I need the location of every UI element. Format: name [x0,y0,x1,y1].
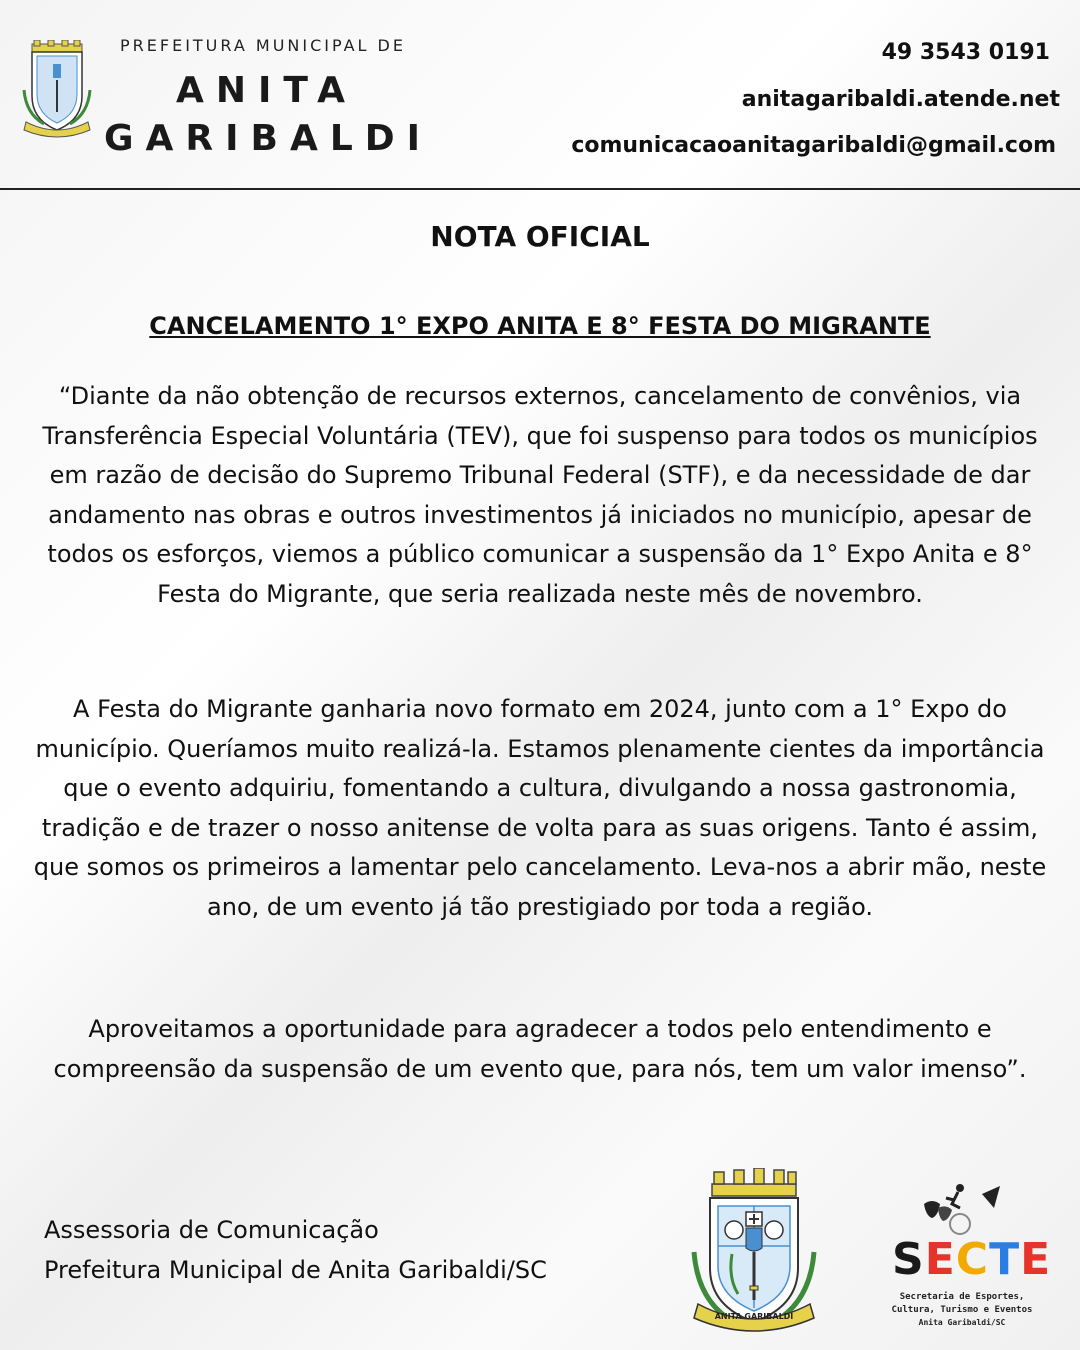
prefeitura-label: PREFEITURA MUNICIPAL DE [120,36,406,55]
secte-caption-line1: Secretaria de Esportes, [899,1292,1025,1302]
municipal-coat-of-arms-icon [688,1168,820,1334]
letterhead [0,0,1080,190]
phone-number[interactable]: 49 3543 0191 [881,40,1050,65]
secte-letter: C [955,1234,990,1285]
secte-wordmark [892,1234,1051,1285]
website-link[interactable]: anitagaribaldi.atende.net [741,87,1060,112]
note-subtitle: CANCELAMENTO 1° EXPO ANITA E 8° FESTA DO MIGRANTE [149,312,931,340]
secte-caption-line3: Anita Garibaldi/SC [918,1318,1006,1327]
email-link[interactable]: comunicacaoanitagaribaldi@gmail.com [571,133,1056,158]
note-paragraph-1: “Diante da não obtenção de recursos externos, cancelamento de convênios, via Transferência Especial Voluntária (TEV), que foi suspenso para todos os municípios em razão de decisão do Supremo Tribunal Federal (STF), e da necessidade de dar andamento nas obras e outros investimentos já iniciados no município, apesar de todos os esforços, viemos a público comunicar a suspensão da 1° Expo Anita e 8° Festa do Migrante, que seria realizada neste mês de novembro. [42,382,1038,608]
municipal-coat-of-arms-icon [18,40,96,138]
secte-letter: E [1020,1234,1052,1285]
secte-letter: E [924,1234,956,1285]
secte-letter: S [892,1234,925,1285]
signature-department: Assessoria de Comunicação [44,1216,379,1244]
city-name-line2: GARIBALDI [104,118,433,159]
crest-banner-text: ANITA GARIBALDI [714,1312,794,1321]
city-name-line1: ANITA [176,70,358,111]
note-paragraph-2: A Festa do Migrante ganharia novo formato em 2024, junto com a 1° Expo do município. Queríamos muito realizá-la. Estamos plenamente cientes da importância que o evento adquiriu, fomentando a cultura, divulgando a nossa gastronomia, tradição e de trazer o nosso anitense de volta para as suas origens. Tanto é assim, que somos os primeiros a lamentar pelo cancelamento. Leva-nos a abrir mão, neste ano, de um evento já tão prestigiado por toda a região. [33,695,1047,921]
secte-letter: T [989,1234,1021,1285]
secte-caption-line2: Cultura, Turismo e Eventos [891,1305,1033,1315]
signature-municipality: Prefeitura Municipal de Anita Garibaldi/SC [44,1256,547,1284]
note-title: NOTA OFICIAL [430,220,650,253]
header-divider [0,188,1080,190]
note-paragraph-3: Aproveitamos a oportunidade para agradecer a todos pelo entendimento e compreensão da suspensão de um evento que, para nós, tem um valor imenso”. [53,1015,1027,1083]
